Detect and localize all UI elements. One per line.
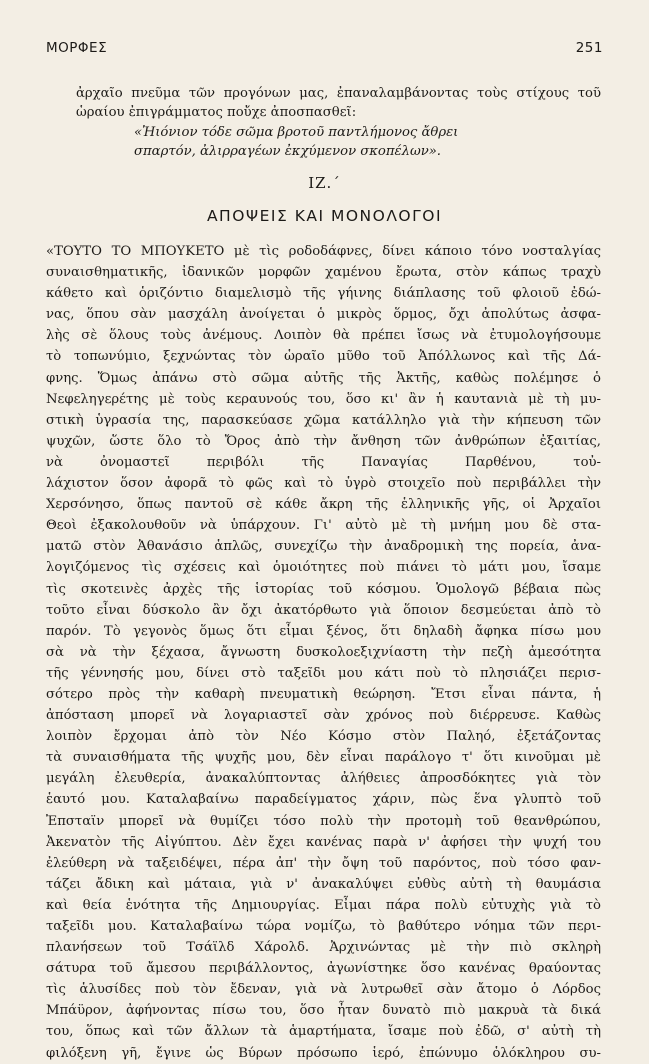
body-line: συναισθηματικῆς, ἰδανικῶν μορφῶν χαμένου ἔρωτα, στὸν κάπως τραχὺ (46, 265, 601, 281)
body-line: λάχιστον ὅσον ἀφορᾶ τὸ φῶς καὶ τὸ ὑγρὸ στοιχεῖο ποὺ περιβάλλει τὴν (46, 476, 601, 492)
journal-title: ΜΟΡΦΕΣ (46, 40, 108, 56)
body-line: ἀπόσταση μπορεῖ νὰ λογαριαστεῖ σὰν χρόνος ποὺ διέρρευσε. Καθὼς (46, 708, 601, 724)
body-line: τὰ συναισθήματα τῆς ψυχῆς μου, δὲν εἶναι παράλογο τ' ὅτι κινοῦμαι μὲ (46, 750, 601, 766)
body-line: Ἀκενατὸν τῆς Αἰγύπτου. Δὲν ἔχει κανένας παρὰ ν' ἀφήσει τὴν ψυχή του (46, 834, 601, 850)
body-line: κάθετο καὶ ὁριζόντιο διαμελισμὸ τῆς γήινης διάπλασης τοῦ φλοιοῦ ἐδώ- (46, 286, 601, 302)
body-line: Θεοὶ ἐξακολουθοῦν νὰ ὑπάρχουν. Γι' αὐτὸ μὲ τὴ μνήμη μου δὲ στα- (46, 518, 601, 534)
body-line: σάτυρα τοῦ ἄμεσου περιβάλλοντος, ἀγωνίστηκε ὅσο κανένας θραύοντας (46, 961, 601, 977)
body-line: Νεφεληγερέτης μὲ τοὺς κεραυνούς του, ὅσο κι' ἂν ἡ καυτανιὰ μὲ τὴ μυ- (46, 391, 601, 407)
body-line: τὶς σκοτεινὲς ἀρχὲς τῆς ἱστορίας τοῦ κόσμου. Ὁμολογῶ βέβαια πὼς (46, 581, 601, 597)
body-line: τοῦτο εἶναι δύσκολο ἂν ὄχι ἀκατόρθωτο γιὰ ὅποιον δεσμεύεται ἀπὸ τὸ (46, 602, 601, 618)
body-line: ματῶ στὸν Ἀθανάσιο ἁπλῶς, συνεχίζω τὴν ἀναδρομικὴ της πορεία, ἀνα- (46, 539, 601, 555)
body-line: νὰ ὀνομαστεῖ περιβόλι τῆς Παναγίας Παρθένου, τοὐ- (46, 454, 601, 470)
body-line: Μπάϋρον, ἀφήνοντας πίσω του, ὅσο ἦταν δυνατὸ πιὸ μακρυὰ τὰ δικά (46, 1003, 601, 1019)
intro-line: ὡραίου ἐπιγράμματος ποὔχε ἀποσπασθεῖ: (76, 105, 357, 120)
body-line: του, ὅπως καὶ τῶν ἄλλων τὰ ἁμαρτήματα, ἴσαμε ποὺ ἐδῶ, σ' αὐτὴ τὴ (46, 1024, 601, 1040)
body-line: στικὴ ὑγρασία της, παρασκεύασε χῶμα κατάλληλο γιὰ τὴν κήπευση τῶν (46, 412, 601, 428)
body-line: μεγάλη ἐλευθερία, ἀνακαλύπτοντας ἀλήθειες ἀπροσδόκητες γιὰ τὸν (46, 771, 601, 787)
body-line: παρόν. Τὸ γεγονὸς ὅμως ὅτι εἶμαι ξένος, ὅτι δηλαδὴ ἄφηκα πίσω μου (46, 623, 601, 639)
quote-line: σπαρτόν, ἀλιρραγέων ἐκχύμενον σκοπέλων». (134, 144, 441, 159)
epigram-quote (134, 123, 458, 161)
quote-line: «Ἠιόνιον τόδε σῶμα βροτοῦ παντλήμονος ἄθρει (134, 125, 459, 140)
body-line: Ἐπσταϊν μπορεῖ νὰ θυμίζει τόσο πολὺ τὴν προτομὴ τοῦ θεανθρώπου, (46, 813, 601, 829)
body-line: ψυχῶν, ὥστε ὅλο τὸ Ὄρος ἀπὸ τὴν ἄνθηση τῶν ἀνθρώπων ἐξαιτίας, (46, 433, 601, 449)
body-line: τὸ τοπωνύμιο, ξεχνώντας τὸν ὡραῖο μῦθο τοῦ Ἀπόλλωνος καὶ τῆς Δά- (46, 349, 601, 365)
body-line: ἐλεύθερη νὰ ταξειδέψει, πέρα ἀπ' τὴν ὄψη τοῦ παρόντος, ποὺ τόσο φαν- (46, 855, 601, 871)
body-line: καὶ θεία ἑνότητα τῆς Δημιουργίας. Εἶμαι πάρα πολὺ εὐτυχὴς γιὰ τὸ (46, 897, 601, 913)
body-paragraph (46, 241, 601, 1064)
intro-line: ἀρχαῖο πνεῦμα τῶν προγόνων μας, ἐπαναλαμβάνοντας τοὺς στίχους τοῦ (76, 86, 601, 101)
body-line: πλανήσεων τοῦ Τσάϊλδ Χάρολδ. Ἀρχινώντας μὲ τὴν πιὸ σκληρὴ (46, 940, 601, 956)
body-line: Χερσόνησο, ὅπως παντοῦ σὲ κάθε ἄκρη τῆς ἑλληνικῆς γῆς, οἱ Ἀρχαῖοι (46, 497, 601, 513)
body-line: λογιζόμενος τὶς σχέσεις καὶ ὁμοιότητες ποὺ πιάνει τὸ μάτι μου, ἴσαμε (46, 560, 601, 576)
body-line: σὰ νὰ τὴν ξέχασα, ἄγνωστη δυσκολοεξιχνίαστη τὴν πεζὴ ἀμεσότητα (46, 644, 601, 660)
body-line: φνης. Ὅμως ἀπάνω στὸ σῶμα αὐτῆς τῆς Ἀκτῆς, καθὼς πολέμησε ὁ (46, 370, 601, 386)
body-line: «ΤΟΥΤΟ ΤΟ ΜΠΟΥΚΕΤΟ μὲ τὶς ροδοδάφνες, δίνει κάποιο τόνο νοσταλγίας (46, 244, 601, 259)
body-line: τὶς ἁλυσίδες ποὺ τὸν ἔδεναν, γιὰ νὰ λυτρωθεῖ σὰν ἄτομο ὁ Λόρδος (46, 982, 601, 998)
body-line: τάζει ἄδικη καὶ μάταια, γιὰ ν' ἀνακαλύψει εὐθὺς αὐτὴ τὴ θαυμάσια (46, 876, 601, 892)
body-line: λοιπὸν ἔρχομαι ἀπὸ τὸν Νέο Κόσμο στὸν Παληό, ἐξετάζοντας (46, 729, 601, 745)
section-number: ΙΖ.΄ (308, 174, 341, 192)
body-line: τῆς γέννησής μου, δίνει στὸ ταξεῖδι μου κάτι ποὺ τὸ πλησιάζει περισ- (46, 665, 601, 681)
body-line: σότερο πρὸς τὴν καθαρὴ πνευματικὴ θεώρηση. Ἔτσι εἶναι πάντα, ἡ (46, 686, 601, 702)
intro-paragraph (76, 84, 601, 122)
page-number: 251 (575, 40, 603, 56)
body-line: φιλόξενη γῆ, ἔγινε ὡς Βύρων πρόσωπο ἱερό, ἐπώνυμο ὁλόκληρου συ- (46, 1045, 601, 1061)
body-line: νας, ὅπου σὰν μασχάλη ἀνοίγεται ὁ μικρὸς ὅρμος, ὄχι ἀπολύτως ἀσφα- (46, 307, 601, 323)
section-title: ΑΠΟΨΕΙΣ ΚΑΙ ΜΟΝΟΛΟΓΟΙ (206, 207, 443, 225)
body-line: ταξεῖδι μου. Καταλαβαίνω τώρα νομίζω, τὸ βαθύτερο νόημα τῶν περι- (46, 919, 601, 934)
body-line: ἑαυτό μου. Καταλαβαίνω παραδείγματος χάριν, πὼς ἕνα γλυπτὸ τοῦ (46, 792, 601, 808)
body-line: λὴς σὲ ὅλους τοὺς ἀνέμους. Λοιπὸν θὰ πρέπει ἴσως νὰ ἐτυμολογήσουμε (46, 328, 601, 344)
